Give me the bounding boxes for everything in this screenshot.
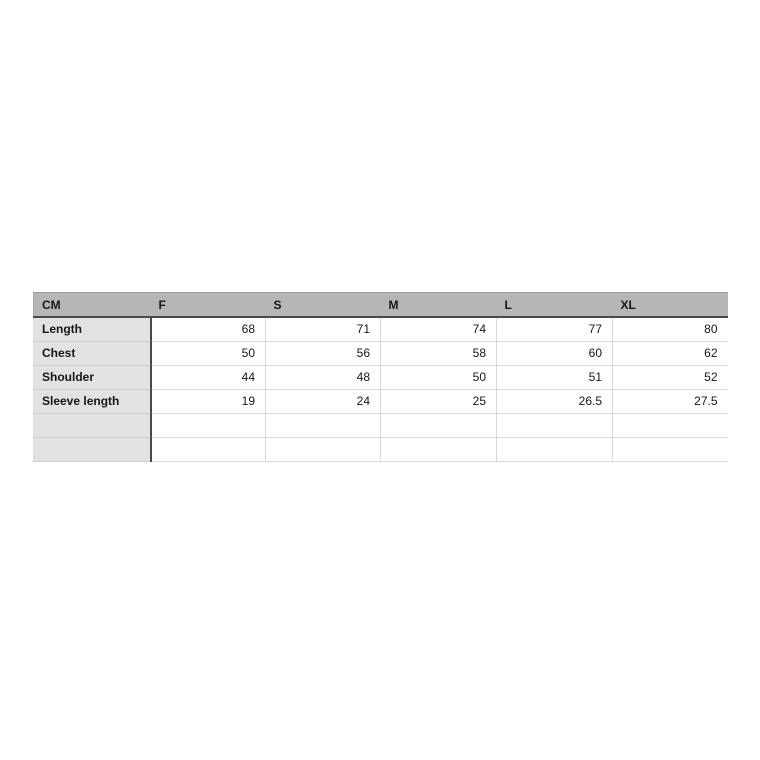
data-cell (381, 437, 497, 461)
data-cell (151, 437, 266, 461)
table-row-empty (34, 413, 728, 437)
table-row-chest (34, 341, 728, 365)
table-row-empty (34, 437, 728, 461)
data-cell (497, 413, 613, 437)
data-cell: 80 (613, 317, 728, 341)
col-header-l: L (497, 293, 613, 318)
size-chart-table (33, 292, 728, 462)
table-row-sleeve-length (34, 389, 728, 413)
data-cell (151, 413, 266, 437)
data-cell: 71 (266, 317, 381, 341)
col-header-f: F (151, 293, 266, 318)
data-cell: 25 (381, 389, 497, 413)
data-cell: 19 (151, 389, 266, 413)
data-cell: 52 (613, 365, 728, 389)
data-cell: 51 (497, 365, 613, 389)
table-row-shoulder (34, 365, 728, 389)
data-cell (266, 413, 381, 437)
col-header-xl: XL (613, 293, 728, 318)
data-cell: 56 (266, 341, 381, 365)
header-row (34, 293, 728, 318)
table-row-length (34, 317, 728, 341)
row-label-cell: Shoulder (34, 365, 151, 389)
data-cell: 50 (151, 341, 266, 365)
row-label-cell: Sleeve length (34, 389, 151, 413)
row-label-cell: Length (34, 317, 151, 341)
data-cell (497, 437, 613, 461)
data-cell (266, 437, 381, 461)
data-cell: 68 (151, 317, 266, 341)
data-cell: 44 (151, 365, 266, 389)
data-cell: 50 (381, 365, 497, 389)
data-cell (613, 437, 728, 461)
data-cell: 77 (497, 317, 613, 341)
col-header-s: S (266, 293, 381, 318)
data-cell (381, 413, 497, 437)
data-cell: 60 (497, 341, 613, 365)
data-cell: 26.5 (497, 389, 613, 413)
data-cell: 74 (381, 317, 497, 341)
row-label-cell (34, 413, 151, 437)
row-label-cell (34, 437, 151, 461)
data-cell: 24 (266, 389, 381, 413)
data-cell: 62 (613, 341, 728, 365)
unit-header-cell: CM (34, 293, 151, 318)
data-cell: 27.5 (613, 389, 728, 413)
data-cell (613, 413, 728, 437)
data-cell: 58 (381, 341, 497, 365)
data-cell: 48 (266, 365, 381, 389)
col-header-m: M (381, 293, 497, 318)
row-label-cell: Chest (34, 341, 151, 365)
